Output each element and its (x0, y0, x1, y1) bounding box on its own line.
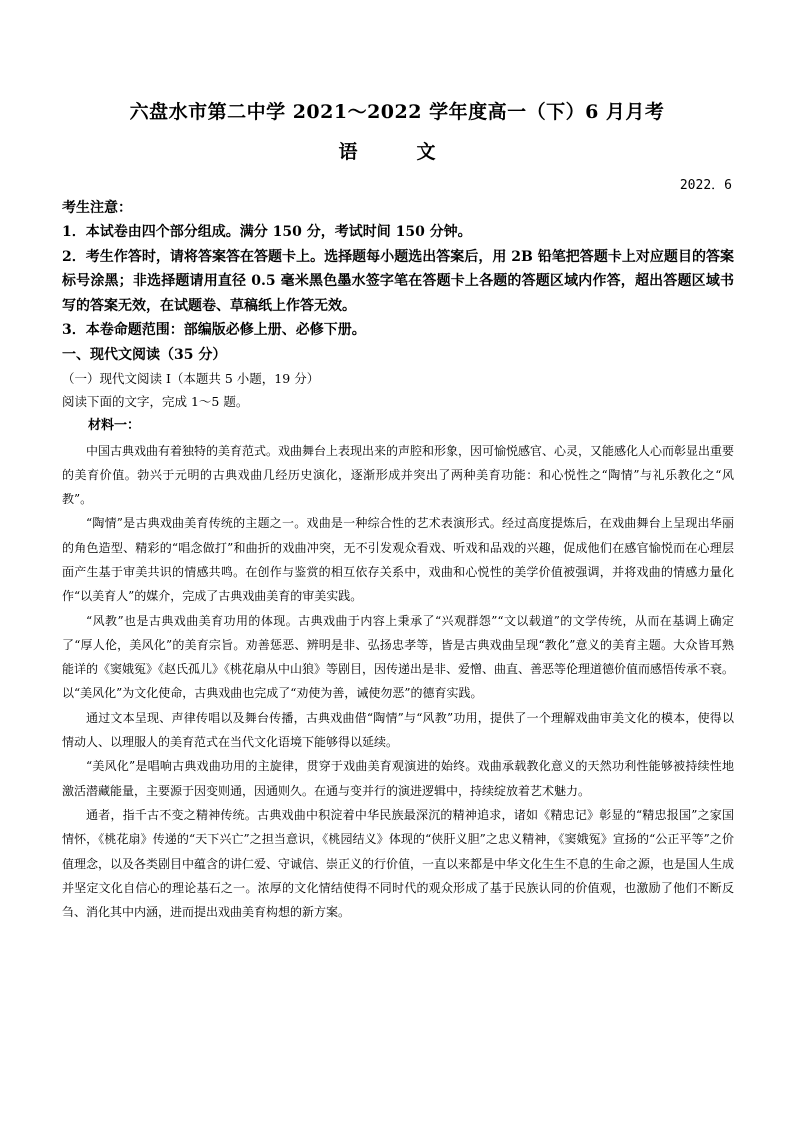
paragraph-6: 通者，指千古不变之精神传统。古典戏曲中积淀着中华民族最深沉的精神追求，诸如《精忠记》彰显的“精忠报国”之家国情怀，《桃花扇》传递的“天下兴亡”之担当意识，《桃园结义》体现的“侠肝义胆”之忠义精神，《窦娥冤》宣扬的“公正平等”之价值理念，以及各类剧目中蕴含的讲仁爱、守诚信、崇正义的行价值，一直以来都是中华文化生生不息的生命之源，也是国人生成并坚定文化自信心的理论基石之一。浓厚的文化情结使得不同时代的观众形成了基于民族认同的价值观，也激励了他们不断反刍、消化其中内涵，进而提出戏曲美育构想的新方案。 (62, 807, 735, 920)
material-label: 材料一： (88, 417, 141, 433)
sub-section-heading: （一）现代文阅读 I（本题共 5 小题，19 分） (62, 370, 320, 386)
paragraph-2: “陶情”是古典戏曲美育传统的主题之一。戏曲是一种综合性的艺术表演形式。经过高度提炼后，在戏曲舞台上呈现出华丽的角色造型、精彩的“唱念做打”和曲折的戏曲冲突，无不引发观众看戏、听戏和品戏的兴趣，促成他们在感官愉悦而在心理层面产生基于审美共识的情感共鸣。在创作与鉴赏的相互依存关系中，戏曲和心悦性的美学价值被强调，并将戏曲的情感力量化作“以美育人”的媒介，完成了古典戏曲美育的审美实践。 (62, 516, 734, 604)
paragraph-5: “美风化”是唱响古典戏曲功用的主旋律，贯穿于戏曲美育观演进的始终。戏曲承载教化意义的天然功利性能够被持续性地激活潜藏能量，主要源于因变则通，因通则久。在通与变并行的演进逻辑中，持续绽放着艺术魅力。 (62, 759, 734, 798)
paragraph-4: 通过文本呈现、声律传唱以及舞台传播，古典戏曲借“陶情”与“风教”功用，提供了一个理解戏曲审美文化的模本，使得以情动人、以理服人的美育范式在当代文化语境下能够得以延续。 (62, 710, 734, 750)
exam-title: 六盘水市第二中学 2021～2022 学年度高一（下）6 月月考 (129, 101, 665, 123)
page-content (62, 196, 734, 924)
reading-instruction: 阅读下面的文字，完成 1～5 题。 (62, 393, 249, 409)
notice-item-1: 1．本试卷由四个部分组成。满分 150 分，考试时间 150 分钟。 (62, 224, 472, 240)
paragraph-1: 中国古典戏曲有着独特的美育范式。戏曲舞台上表现出来的声腔和形象，因可愉悦感官、心灵，又能感化人心而彰显出重要的美育价值。勃兴于元明的古典戏曲几经历史演化，逐渐形成并突出了两种美育功能：和心悦性之“陶情”与礼乐教化之“风教”。 (62, 443, 735, 507)
paragraph-3: “风教”也是古典戏曲美育功用的体现。古典戏曲于内容上秉承了“兴观群怨”“文以载道”的文学传统，从而在基调上确定了“厚人伦，美风化”的美育宗旨。劝善惩恶、辨明是非、弘扬忠孝等，皆是古典戏曲呈现“教化”意义的美育主题。大众皆耳熟能详的《窦娥冤》《赵氏孤儿》《桃花扇从中山狼》等剧目，因传递出是非、爱憎、曲直、善恶等伦理道德价值而感悟传承不衰。以“美风化”为文化使命，古典戏曲也完成了“劝使为善，诫使勿恶”的德育实践。 (62, 613, 735, 701)
section-heading: 一、现代文阅读（35 分） (62, 346, 227, 363)
notice-item-2: 2．考生作答时，请将答案答在答题卡上。选择题每小题选出答案后，用 2B 铅笔把答题卡上对应题目的答案标号涂黑；非选择题请用直径 0.5 毫米黑色墨水签字笔在答题卡上各题的答题区域内作答，超出答题区域书写的答案无效，在试题卷、草稿纸上作答无效。 (62, 248, 734, 314)
notice-item-3: 3．本卷命题范围：部编版必修上册、必修下册。 (62, 322, 366, 338)
notice-heading: 考生注意： (62, 200, 132, 216)
subject-title: 语 文 (338, 141, 456, 163)
exam-date: 2022．6 (679, 178, 732, 193)
